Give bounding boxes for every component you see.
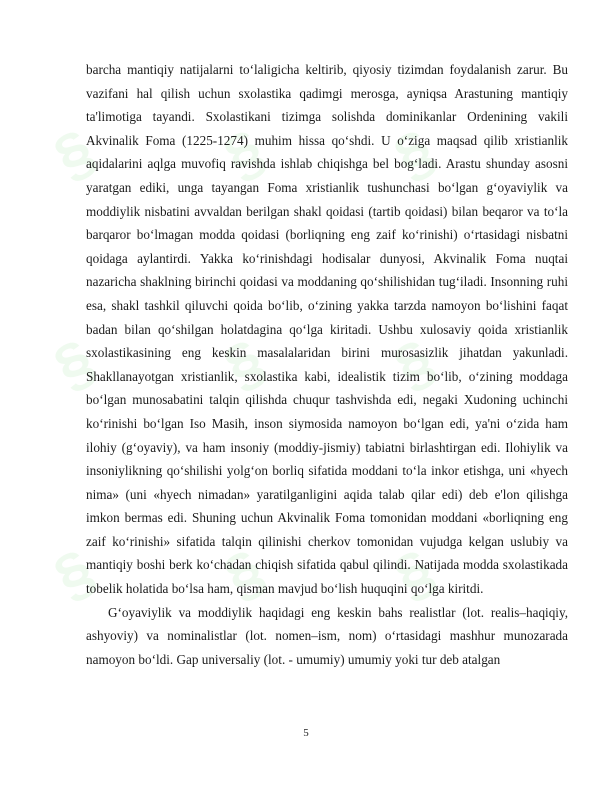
- svg-text:§: §: [213, 536, 276, 612]
- page-number: 5: [303, 727, 309, 739]
- svg-text:§: §: [383, 116, 446, 192]
- svg-text:§: §: [383, 326, 446, 402]
- paragraph-1: barcha mantiqiy natijalarni to‘laligicha keltirib, qiyosiy tizimdan foydalanish zarur. Bu vazifani hal qilish uchun sxolastika qadimgi merosga, ayniqsa Arastuning mantiqiy ta'limotiga tayandi. Sxolastikani tizimga solishda dominikanlar Ordenining vakili Akvinalik Foma (1225-1274) muhim hissa qo‘shdi. U o‘ziga maqsad qilib xristianlik aqidalarini aqlga muvofiq ravishda ishlab chiqishga bel bog‘ladi. Arastu shunday asosni yaratgan ediki, unga tayangan Foma xristianlik tushunchasi bo‘lgan g‘oyaviylik va moddiylik nisbatini avvaldan berilgan shakl qoidasi (tartib qoidasi) bilan beqaror va to‘la barqaror bo‘lmagan modda qoidasi (borliqning eng zaif ko‘rinishi) o‘rtasidagi nisbatni qoidaga aylantirdi. Yakka ko‘rinishdagi hodisalar dunyosi, Akvinalik Foma nuqtai nazaricha shaklning birinchi qoidasi va moddaning qo‘shilishidan tug‘iladi. Insonning ruhi esa, shakl tashkil qiluvchi qoida bo‘lib, o‘zining yakka tarzda namoyon bo‘lishini faqat badan bilan qo‘shilgan holatdagina qo‘lga kiritadi. Ushbu xulosaviy qoida xristianlik sxolastikasining eng keskin masalalaridan birini murosasizlik jihatdan yakunladi. Shakllanayotgan xristianlik, sxolastika kabi, idealistik tizim bo‘lib, o‘zining moddaga bo‘lgan munosabatini talqin qilishda chuqur tashvishda edi, negaki Xudoning uchinchi ko‘rinishi bo‘lgan Iso Masih, inson siymosida namoyon bo‘lgan edi, ya'ni o‘zida ham ilohiy (g‘oyaviy), va ham insoniy (moddiy-jismiy) tabiatni birlashtirgan edi. Ilohiylik va insoniylikning qo‘shilishi yolg‘on borliq sifatida moddani to‘la inkor etishga, uni «hyech nima» (uni «hyech nimadan» yaratilganligini aqida talab qilar edi) deb e'lon qilishga imkon bermas edi. Shuning uchun Akvinalik Foma tomonidan moddani «borliqning eng zaif ko‘rinishi» sifatida talqin qilinishi cherkov tomonidan vujudga kelgan uslubiy va mantiqiy boshi berk ko‘chadan chiqish sifatida qabul qilindi. Natijada modda sxolastikada tobelik holatida bo‘lsa ham, qisman mavjud bo‘lish huquqini qo‘lga kiritdi.: [86, 62, 568, 597]
- paragraph-2: G‘oyaviylik va moddiylik haqidagi eng keskin bahs realistlar (lot. realis–haqiqiy, ashyoviy) va nominalistlar (lot. nomen–ism, nom) o‘rtasidagi mashhur munozarada namoyon bo‘ldi. Gap universaliy (lot. - umumiy) umumiy yoki tur deb atalgan: [86, 604, 568, 667]
- svg-text:§: §: [43, 116, 106, 192]
- body-text: [86, 58, 568, 671]
- svg-text:§: §: [213, 326, 276, 402]
- svg-text:§: §: [383, 536, 446, 612]
- svg-text:§: §: [43, 536, 106, 612]
- svg-text:§: §: [213, 116, 276, 192]
- svg-text:§: §: [43, 326, 106, 402]
